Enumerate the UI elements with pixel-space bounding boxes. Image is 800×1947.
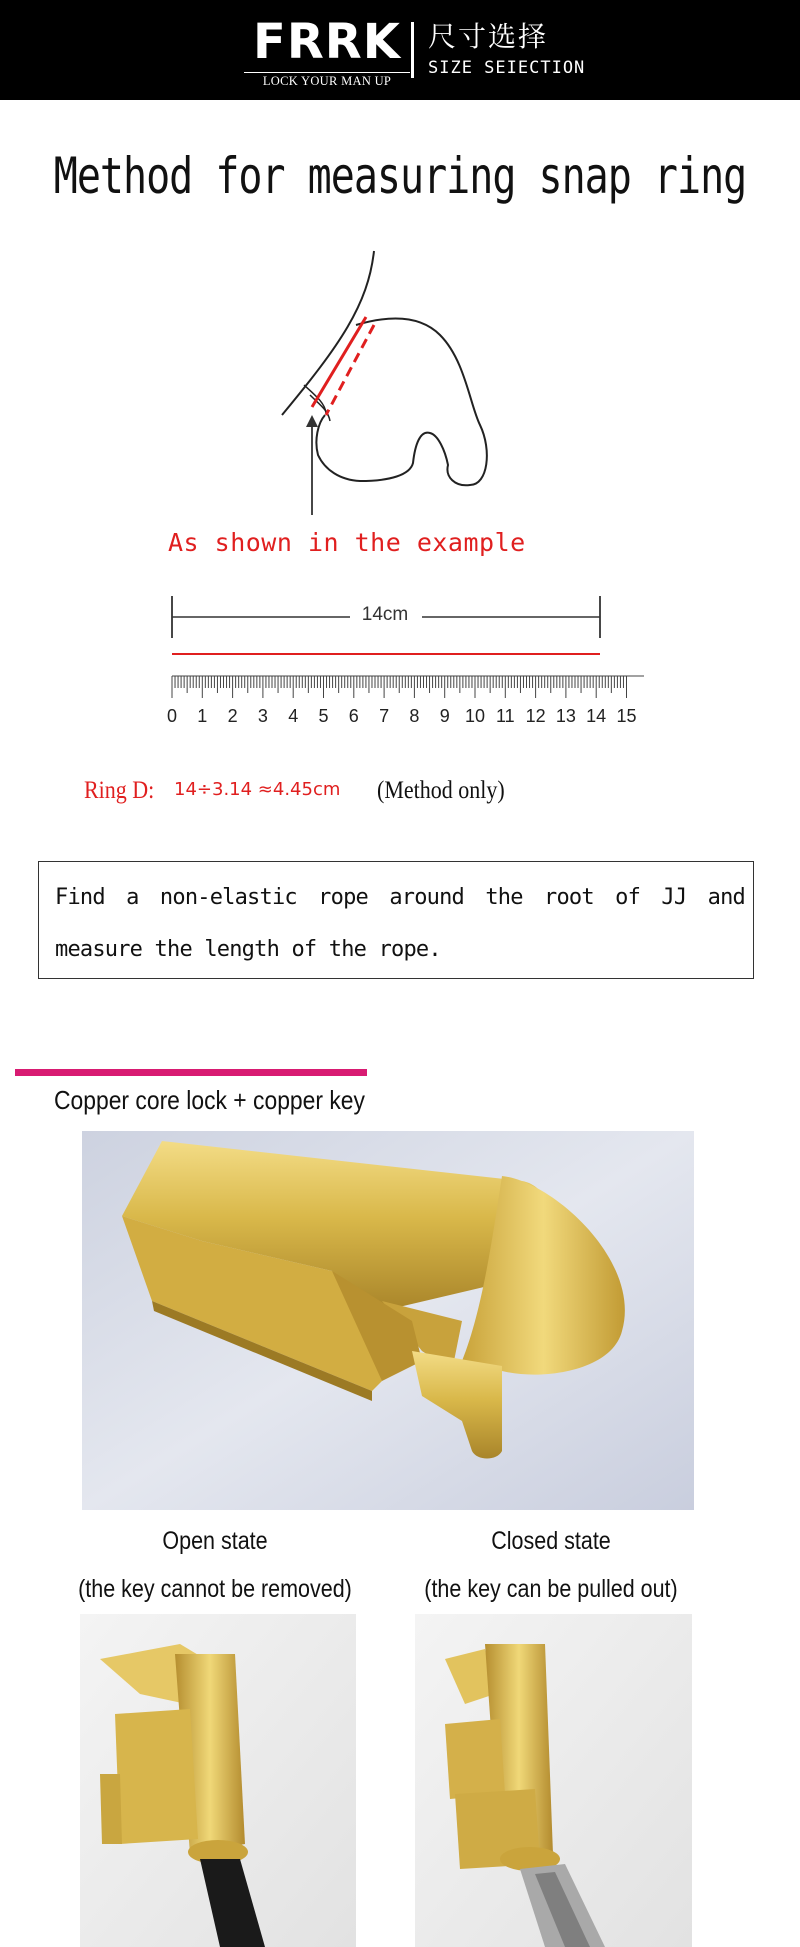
ruler-tick-label: 13	[555, 706, 576, 726]
section-divider-bar	[15, 1069, 367, 1076]
ruler-tick-label: 1	[197, 706, 208, 726]
ruler-tick-label: 5	[318, 706, 329, 726]
organ-outline	[316, 318, 486, 485]
open-state-note: (the key cannot be removed)	[78, 1575, 352, 1603]
ruler-tick-label: 8	[409, 706, 420, 726]
ruler-tick-label: 6	[348, 706, 359, 726]
measure-line-solid	[312, 317, 366, 407]
ruler-tick-label: 10	[464, 706, 486, 726]
body-outline	[282, 251, 374, 415]
length-label: 14cm	[361, 604, 409, 625]
ruler-tick-label: 9	[439, 706, 450, 726]
closed-state-note: (the key can be pulled out)	[424, 1575, 678, 1603]
ruler-tick-label: 0	[166, 706, 178, 726]
ruler	[168, 674, 648, 736]
ruler-tick-label: 12	[525, 706, 546, 726]
ruler-tick-label: 2	[227, 706, 238, 726]
pointer-arrow-icon	[306, 415, 318, 427]
ruler-tick-label: 15	[616, 706, 637, 726]
ring-diameter-formula: 14÷3.14 ≈4.45cm	[174, 779, 341, 800]
size-selection-title-en: SIZE SEIECTION	[428, 58, 586, 78]
page-title: Method for measuring snap ring	[53, 148, 747, 206]
ruler-tick-label: 4	[288, 706, 299, 726]
open-state-label: Open state	[162, 1527, 268, 1555]
open-state-photo	[80, 1614, 356, 1947]
closed-state-label: Closed state	[491, 1527, 611, 1555]
closed-state-photo	[415, 1614, 692, 1947]
header-divider	[411, 22, 414, 78]
size-selection-title-cn: 尺寸选择	[428, 20, 549, 53]
section-title: Copper core lock + copper key	[54, 1085, 365, 1115]
copper-lock-photo	[82, 1131, 694, 1510]
measurement-illustration	[270, 245, 530, 525]
ring-diameter-note: (Method only)	[377, 775, 505, 804]
ruler-tick-label: 14	[586, 706, 607, 726]
brand-logo: FRRK	[253, 14, 401, 70]
brand-tagline: LOCK YOUR MAN UP	[244, 72, 410, 89]
ruler-tick-label: 11	[495, 706, 515, 726]
ring-diameter-label: Ring D:	[84, 775, 155, 804]
ruler-tick-label: 7	[379, 706, 390, 726]
ruler-tick-label: 3	[257, 706, 268, 726]
instruction-text: Find a non-elastic rope around the root of JJ and measure the length of the rope.	[55, 885, 745, 962]
example-caption: As shown in the example	[168, 528, 526, 557]
